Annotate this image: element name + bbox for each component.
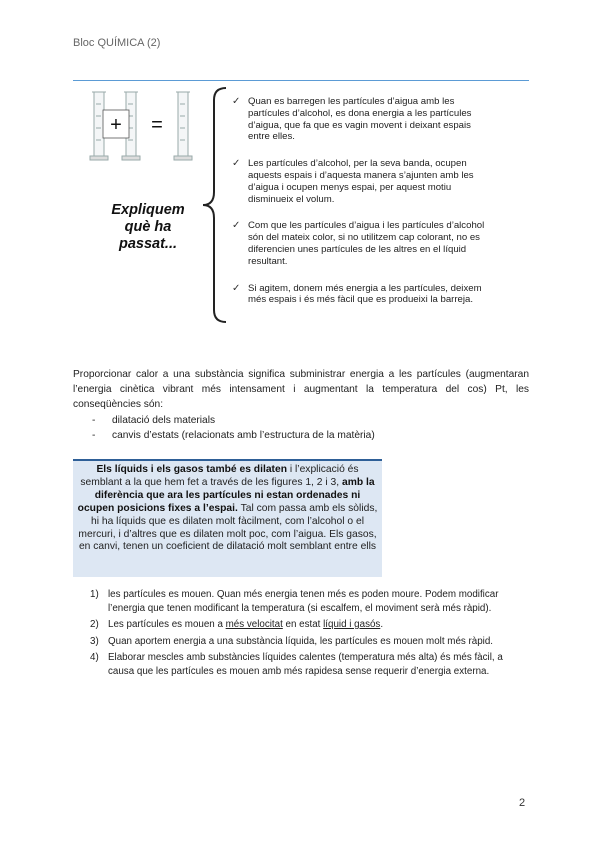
numbered-item xyxy=(90,635,527,649)
highlight-bold: amb la diferència que ara les partícules ni estan ordenades ni ocupen posicions fixes a l’espai. xyxy=(77,476,375,514)
header-rule xyxy=(73,80,529,81)
item-text: Quan aportem energia a una substància líquida, les partícules es mouen molt més ràpid. xyxy=(108,635,494,647)
list-item xyxy=(92,413,375,428)
intro-paragraph: Proporcionar calor a una substància significa subministrar energia a les partícules (augmentaran l’energia cinètica vibrant més intensament i augmentant la temperatura del cos) Pt, les conseqüències són: xyxy=(73,369,529,410)
checklist-item xyxy=(232,158,532,205)
item-number: 1) xyxy=(90,589,99,600)
checklist-item xyxy=(232,220,532,267)
equals-sign: = xyxy=(151,114,163,136)
cylinders-illustration xyxy=(88,86,218,166)
underlined-text: líquid i gasós xyxy=(323,619,381,630)
checklist-line: Les partícules d’alcohol, per la seva banda, ocupen xyxy=(248,158,467,170)
curly-brace xyxy=(200,86,228,324)
numbered-item xyxy=(90,651,527,678)
item-number: 3) xyxy=(90,635,99,647)
highlight-plain: i l’explicació és semblant a la que hem fet a través de les figures 1, 2 i 3, xyxy=(80,464,359,488)
item-text: Elaborar mescles amb substàncies líquides calentes (temperatura més alta) és més fàcil, a causa que les partícules es mouen amb més rapidesa sense requerir d’energia externa. xyxy=(108,652,503,677)
list-item xyxy=(92,428,375,443)
item-text: les partícules es mouen. Quan més energia tenen més es poden moure. Podem modificar l’energia que tenen modificant la temperatura (si escalfem, el moviment serà més ràpid). xyxy=(108,589,499,614)
checklist-line: partícules d’alcohol, es dona energia a les partícules xyxy=(248,107,472,119)
explanation-checklist xyxy=(232,96,532,321)
highlight-box xyxy=(73,459,382,577)
explain-caption xyxy=(100,202,196,253)
caption-line: què ha xyxy=(124,219,172,235)
checklist-item xyxy=(232,96,532,143)
numbered-item xyxy=(90,618,527,632)
page-header: Bloc QUÍMICA (2) xyxy=(73,37,161,49)
checklist-line: Quan es barregen les partícules d’aigua amb les xyxy=(248,96,455,107)
checklist-line: aquests espais i d’aquesta manera s’ajunten amb les xyxy=(248,169,474,181)
plus-sign: + xyxy=(110,114,122,136)
item-number: 2) xyxy=(90,619,99,630)
checklist-line: Si agitem, donem més energia a les partícules, deixem xyxy=(248,282,482,294)
checklist-line: resultant. xyxy=(248,255,288,267)
caption-line: Expliquem xyxy=(111,202,185,218)
item-text-pre: Les partícules es mouen a xyxy=(108,619,226,630)
dash-bullet: - xyxy=(92,430,96,441)
dash-bullet: - xyxy=(92,415,96,426)
checklist-item xyxy=(232,283,532,307)
caption-line: passat... xyxy=(118,236,178,252)
highlight-text xyxy=(73,461,382,554)
cylinder-icon xyxy=(174,92,192,160)
checklist-line: diferencien unes partícules de les altres en el líquid xyxy=(248,243,467,255)
numbered-list xyxy=(90,588,527,681)
item-number: 4) xyxy=(90,652,99,663)
checkmark-icon: ✓ xyxy=(232,158,241,170)
list-item-text: canvis d’estats (relacionats amb l’estructura de la matèria) xyxy=(112,430,375,441)
checklist-line: més espais i és més fàcil que es produeixi la barreja. xyxy=(248,294,474,306)
consequences-list xyxy=(92,413,375,443)
checklist-line: són del mateix color, si no utilitzem cap colorant, no es xyxy=(248,232,480,244)
item-text-mid: en estat xyxy=(282,619,324,630)
checklist-line: d’aigua i ocupen menys espai, per aquest motiu xyxy=(248,181,452,193)
checklist-line: entre elles. xyxy=(248,131,295,143)
checklist-line: disminueix el volum. xyxy=(248,193,335,205)
highlight-plain: Tal com passa amb els sòlids, hi ha líquids que es dilaten molt fàcilment, com l’alcohol o el mercuri, i d’altres que es dilaten molt poc, com l’aigua. Els gasos, en canvi, tenen un coeficient de dilatació molt semblant entre ells xyxy=(78,502,378,553)
checkmark-icon: ✓ xyxy=(232,96,241,107)
checkmark-icon: ✓ xyxy=(232,220,241,232)
list-item-text: dilatació dels materials xyxy=(112,415,216,426)
highlight-bold: Els líquids i els gasos també es dilaten xyxy=(96,464,287,475)
checklist-line: d’aigua, que fa que es vagin movent i deixant espais xyxy=(248,119,471,131)
underlined-text: més velocitat xyxy=(225,619,283,630)
checklist-line: Com que les partícules d’aigua i les partícules d’alcohol xyxy=(248,220,485,232)
checkmark-icon: ✓ xyxy=(232,282,241,294)
numbered-item xyxy=(90,588,527,615)
page-number: 2 xyxy=(519,797,526,809)
item-text-post: . xyxy=(380,619,384,630)
